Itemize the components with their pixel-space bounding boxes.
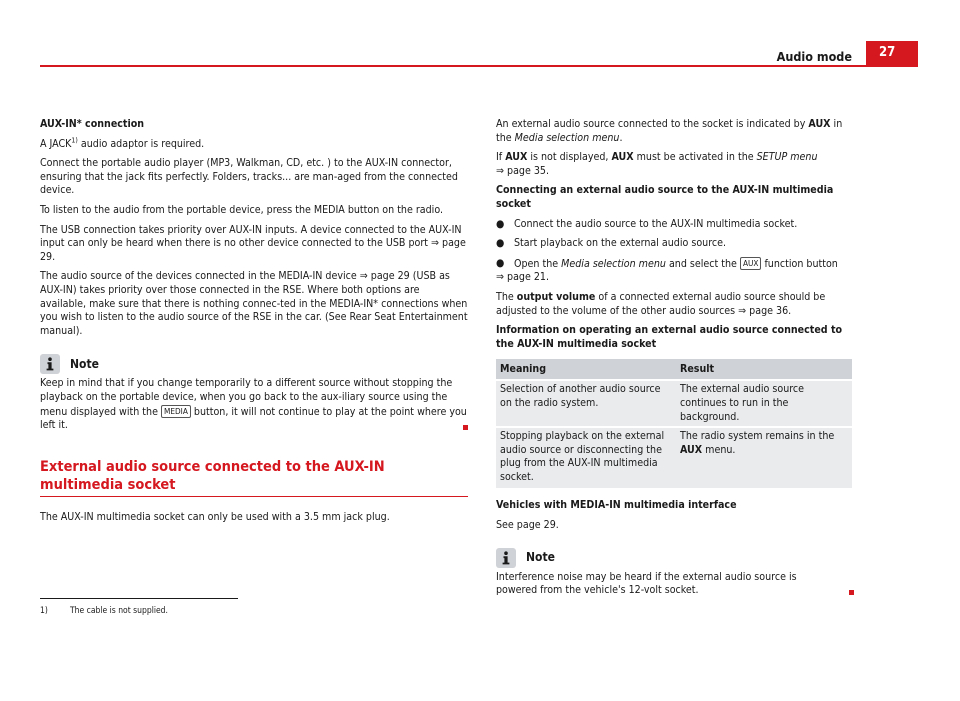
media-in-paragraph: The audio source of the devices connected in the MEDIA-IN device ⇒ page 29 (USB as AUX-IN) takes priority over those connected in the RSE. Where both options are available, make sure that there is nothing connec-ted in the MEDIA-IN* connections when you wish to listen to the audio source of the RSE in the car. (See Rear Seat Entertainment manual). [40,270,468,337]
media-menu-label: Media selection menu [561,257,666,270]
activate-text-mid: is not displayed, [527,151,612,164]
table-cell-text-end: menu. [702,443,736,456]
section-end-marker [849,590,854,595]
see-page-paragraph[interactable]: See page 29. [496,519,559,532]
note-heading [496,548,854,568]
note-text-end: button, it will not continue to play at the point where you left it. [40,405,467,432]
indicator-text-end: . [619,131,623,144]
page-number: 27 [879,45,896,60]
volume-paragraph [496,291,854,318]
aux-label: AUX [505,151,528,164]
aux-label: AUX [808,118,831,130]
volume-text: The [496,290,517,303]
list-item-text: Connect the audio source to the AUX-IN multimedia socket. [514,217,798,230]
left-column [40,118,468,530]
footnote-rule [40,598,238,599]
jack-text-end: audio adaptor is required. [77,137,205,150]
socket-paragraph: The AUX-IN multimedia socket can only be used with a 3.5 mm jack plug. [40,510,390,523]
page-number-box [866,41,918,67]
usb-priority-paragraph: The USB connection takes priority over AUX-IN inputs. A device connected to the AUX-IN input can only be heard when there is no other device connected to the USB port ⇒ page 29. [40,223,466,263]
list-item [496,257,854,272]
setup-menu-label: SETUP menu [756,151,818,164]
footnote [40,606,168,616]
page-ref[interactable]: ⇒ page 35. [496,164,549,177]
jack-text: A JACK [40,137,72,150]
section-title: External audio source connected to the AUX-IN multimedia socket [40,458,385,493]
page-ref[interactable]: ⇒ page 21. [496,271,549,284]
list-item-text-pre: Open the [514,257,562,270]
connect-heading: Connecting an external audio source to the AUX-IN multimedia socket [496,184,834,210]
table-cell: Selection of another audio source on the radio system. [496,381,676,426]
indicator-text: An external audio source connected to the socket is indicated by [496,118,809,130]
note-label: Note [70,356,99,371]
indicator-text-mid: in the [496,118,843,144]
bullet-icon: ● [496,237,505,250]
footnote-text: The cable is not supplied. [70,606,168,616]
activate-paragraph [496,151,854,178]
list-item-text [514,257,838,272]
jack-paragraph [40,138,468,152]
table-row [496,381,852,426]
section-rule [40,496,468,497]
note-heading [40,354,468,374]
header-rule [40,65,878,67]
vehicles-heading: Vehicles with MEDIA-IN multimedia interface [496,499,737,512]
bullet-icon: ● [496,217,505,230]
note-label: Note [526,549,555,564]
note-text: Keep in mind that if you change temporarily to a different source without stopping the playback on the portable device, when you go back to the aux-iliary source using the menu displayed with the [40,377,453,418]
table-row [496,428,852,488]
aux-in-heading: AUX-IN* connection [40,118,145,130]
connect-paragraph: Connect the portable audio player (MP3, Walkman, CD, etc. ) to the AUX-IN connector, ensuring that the jack fits perfectly. Folders, tracks... are man-aged from the connected device. [40,157,458,197]
note-paragraph [40,377,468,432]
volume-text-end: of a connected external audio source should be adjusted to the volume of the other audio sources ⇒ page 36. [496,290,826,317]
list-item-text-end: function button [761,257,838,270]
media-menu-label: Media selection menu [514,131,620,144]
list-item-text: Start playback on the external audio source. [514,237,727,250]
footnote-ref[interactable]: 1) [71,136,78,145]
note-text: Interference noise may be heard if the external audio source is powered from the vehicle's 12-volt socket. [496,570,797,597]
page-header-title: Audio mode [776,49,852,64]
table-cell: The external audio source continues to run in the background. [676,381,852,426]
footnote-number: 1) [40,606,48,616]
note-info-icon [40,354,60,374]
table-header-result: Result [676,359,852,379]
right-column [496,118,854,604]
info-heading: Information on operating an external audio source connected to the AUX-IN multimedia socket [496,324,843,350]
list-item [496,218,854,232]
table-cell: Stopping playback on the external audio source or disconnecting the plug from the AUX-IN multimedia socket. [496,428,676,488]
output-volume-label: output volume [516,290,596,303]
activate-text-mid2: must be activated in the [633,151,757,164]
aux-label: AUX [680,443,703,456]
table-header-meaning: Meaning [496,359,676,379]
table-cell-text: The radio system remains in the [680,430,835,443]
aux-key: AUX [740,257,761,270]
list-item-text-mid: and select the [665,257,740,270]
table-cell [676,428,852,488]
listen-paragraph: To listen to the audio from the portable device, press the MEDIA button on the radio. [40,203,443,216]
note-paragraph [496,571,854,598]
note-info-icon [496,548,516,568]
section-end-marker [463,425,468,430]
list-item [496,237,854,251]
info-table [496,357,852,490]
bullet-icon: ● [496,256,505,269]
table-header-row [496,359,852,379]
aux-label: AUX [611,151,634,164]
media-key: MEDIA [161,405,191,418]
activate-text: If [496,151,506,164]
indicator-paragraph [496,118,854,145]
